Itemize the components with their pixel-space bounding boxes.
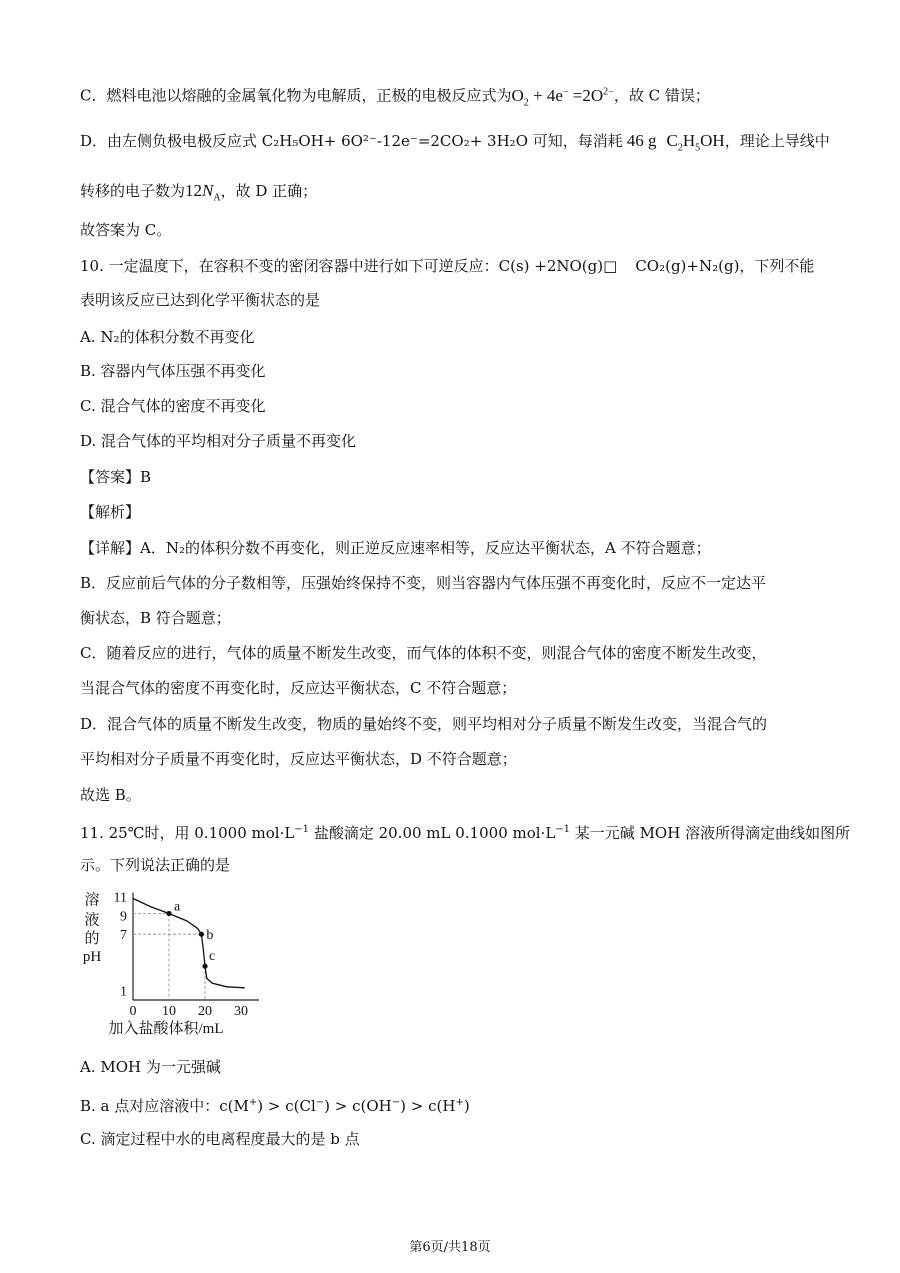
question-10-stem: [80, 256, 814, 276]
option-d-q9: [80, 131, 830, 158]
option-c-q9: [80, 82, 710, 113]
q10-choice: 故选 B。: [80, 786, 141, 804]
q10-explain-d: D．混合气体的质量不断发生改变，物质的量始终不变，则平均相对分子质量不断发生改变，当混合气的: [80, 715, 768, 733]
answer-line-q9: 故答案为 C。: [80, 221, 172, 239]
q11-option-b: B. a 点对应溶液中：c(M+) > c(Cl−) > c(OH−) > c(H+): [80, 1097, 470, 1115]
text: ，理论上导线中: [724, 132, 830, 150]
x-tick-label: 20: [198, 1004, 212, 1019]
text: C．燃料电池以熔融的金属氧化物为电解质，正极的电极反应式为: [80, 86, 512, 105]
y-tick-label: 1: [120, 984, 127, 1000]
y-axis-label: pH: [82, 948, 102, 965]
mass-value: 46 g: [626, 131, 657, 150]
q10-option-b: B. 容器内气体压强不再变化: [80, 362, 266, 380]
point-b: [199, 932, 204, 937]
point-label-c: c: [209, 949, 216, 965]
y-tick-label: 9: [120, 909, 127, 925]
x-axis-label: 加入盐酸体积/mL: [108, 1021, 224, 1037]
text: 转移的电子数为: [80, 182, 186, 200]
x-tick-label: 0: [129, 1004, 137, 1019]
q10-option-a: A. N₂的体积分数不再变化: [80, 328, 255, 346]
text: ，故 D 正确；: [220, 182, 318, 200]
y-tick-label: 11: [113, 892, 127, 906]
y-axis-label: 液: [84, 912, 100, 929]
question-11-stem-cont: 示。下列说法正确的是: [80, 856, 231, 874]
formula: $O_2 + 4e^- =2O^{2-}$: [511, 85, 614, 109]
text: ，故 C 错误；: [613, 86, 710, 105]
text: 10. 一定温度下，在容积不变的密闭容器中进行如下可逆反应：C(s) +2NO(g): [80, 257, 604, 275]
q10-option-d: D. 混合气体的平均相对分子质量不再变化: [80, 432, 357, 450]
q10-explain-b: B．反应前后气体的分子数相等，压强始终保持不变，则当容器内气体压强不再变化时，反应不一定达平: [80, 574, 767, 592]
reversible-arrow-glyph: □: [603, 257, 618, 275]
q10-explain-d-cont: 平均相对分子质量不再变化时，反应达平衡状态，D 不符合题意；: [80, 750, 517, 768]
point-c: [202, 964, 207, 969]
y-axis-label: 溶: [84, 892, 100, 909]
text: D．由左侧负极电极反应式 C₂H₅OH+ 6O²⁻-12e⁻=2CO₂+ 3H₂O 可知，每消耗: [80, 132, 623, 150]
page-footer: 第6页/共18页: [409, 1240, 491, 1255]
q10-detail-a: 【详解】A．N₂的体积分数不再变化，则正逆反应速率相等，反应达平衡状态，A 不符合题意；: [80, 539, 711, 557]
option-d-q9-cont: [80, 181, 317, 208]
q10-explain-c: C．随着反应的进行，气体的质量不断发生改变，而气体的体积不变，则混合气体的密度不断发生改变，: [80, 644, 767, 662]
titration-curve-chart: [78, 892, 288, 1037]
q10-explain-c-cont: 当混合气体的密度不再变化时，反应达平衡状态，C 不符合题意；: [80, 679, 517, 697]
q10-option-c: C. 混合气体的密度不再变化: [80, 397, 266, 415]
y-axis-label: 的: [84, 931, 100, 948]
q11-option-a: A. MOH 为一元强碱: [80, 1058, 221, 1076]
electron-count: $12N_A$: [185, 181, 221, 204]
point-label-b: b: [206, 928, 214, 944]
point-a: [166, 911, 171, 916]
question-10-stem-cont: 表明该反应已达到化学平衡状态的是: [80, 291, 321, 309]
q11-option-c: C. 滴定过程中水的电离程度最大的是 b 点: [80, 1130, 360, 1148]
point-label-a: a: [174, 899, 181, 915]
question-11-stem: 11. 25℃时，用 0.1000 $mol\cdot L^{-1}$ 盐酸滴定 20.00 mL 0.1000 $mol\cdot L^{-1}$ 某一元碱 MOH 溶液所得滴定曲线如图所: [80, 824, 851, 842]
q10-answer: 【答案】B: [80, 468, 152, 486]
x-tick-label: 30: [234, 1004, 248, 1019]
y-tick-label: 7: [120, 928, 127, 944]
text: CO₂(g)+N₂(g)，下列不能: [635, 257, 815, 275]
ethanol-formula: $C_2H_5OH$: [666, 131, 725, 154]
q10-explain-b-cont: 衡状态，B 符合题意；: [80, 609, 231, 627]
titration-curve: [133, 899, 245, 988]
x-tick-label: 10: [162, 1004, 176, 1019]
q10-analysis-heading: 【解析】: [80, 503, 141, 521]
